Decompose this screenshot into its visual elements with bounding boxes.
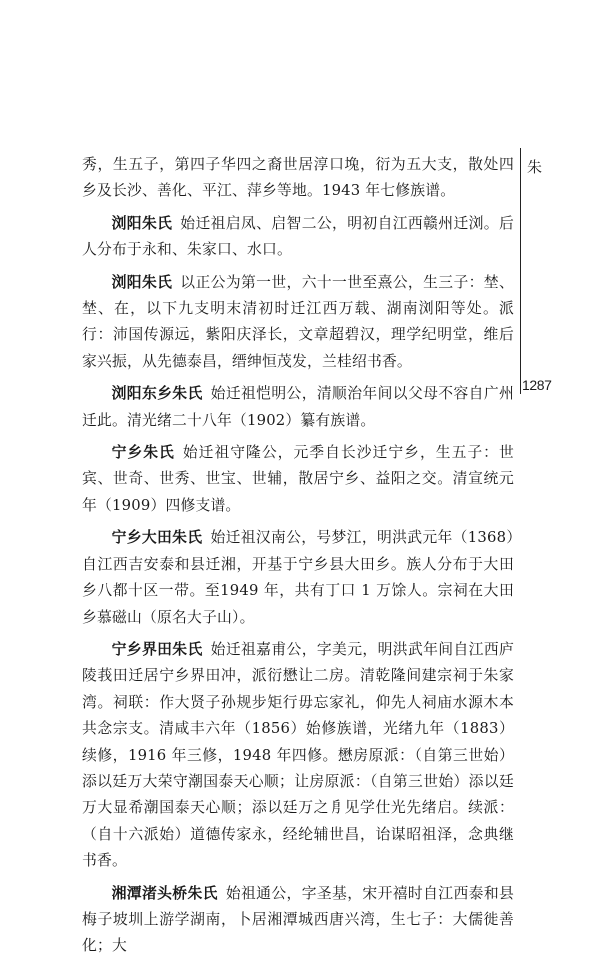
entry-paragraph xyxy=(82,440,514,519)
entry-title: 湘潭渚头桥朱氏 xyxy=(111,884,218,902)
entry-body: 始迁祖汉南公，号梦江，明洪武元年（1368）自江西吉安泰和县迁湘，开基于宁乡县大田乡。族人分布于大田乡八都十区一带。至1949 年，共有丁口 1 万馀人。宗祠在大田乡慕磁山（原名大子山）。 xyxy=(82,529,514,626)
entry-paragraph xyxy=(82,525,514,631)
entry-paragraph xyxy=(82,637,514,875)
entry-title: 浏阳东乡朱氏 xyxy=(111,385,203,403)
margin-surname-char: 朱 xyxy=(527,158,543,176)
entry-body: 始迁祖恺明公，清顺治年间以父母不容自广州迁此。清光绪二十八年（1902）纂有族谱。 xyxy=(82,385,514,429)
entry-paragraph xyxy=(82,211,514,264)
entry-title: 宁乡界田朱氏 xyxy=(111,640,203,658)
entry-title: 浏阳朱氏 xyxy=(111,273,173,291)
page-number: 1287 xyxy=(522,377,552,393)
entry-body: 始迁祖守隆公，元季自长沙迁宁乡，生五子：世宾、世奇、世秀、世宝、世辅，散居宁乡、益阳之交。清宣统元年（1909）四修支谱。 xyxy=(82,444,514,514)
margin-rule xyxy=(520,148,521,394)
entry-title: 浏阳朱氏 xyxy=(111,214,173,232)
entry-title: 宁乡朱氏 xyxy=(111,444,175,462)
entry-title: 宁乡大田朱氏 xyxy=(111,529,203,547)
intro-text: 秀，生五子，第四子华四之裔世居淳口堍，衍为五大支，散处四乡及长沙、善化、平江、萍乡等地。1943 年七修族谱。 xyxy=(82,156,514,200)
text-column xyxy=(82,152,514,966)
intro-paragraph xyxy=(82,152,514,205)
entry-paragraph xyxy=(82,881,514,960)
entry-body: 始迁祖启凤、启智二公，明初自江西赣州迁浏。后人分布于永和、朱家口、水口。 xyxy=(82,214,514,259)
entry-body: 始迁祖嘉甫公，字美元，明洪武年间自江西庐陵莪田迁居宁乡界田冲，派衍懋让二房。清乾隆间建宗祠于朱家湾。祠联：作大贤子孙规步矩行毋忘家礼，仰先人祠庙水源木本共念宗支。清咸丰六年（1856）始修族谱，光绪九年（1883）续修，1916 年三修，1948 年四修。懋房原派：（自第三世始）添以廷万大荣守潮国泰天心顺；让房原派：（自第三世始）添以廷万大显希潮国泰天心顺；添以廷万之㐆见学仕光先绪启。续派：（自十六派始）道德传家永，经纶辅世昌，诒谋昭祖泽，念典继书香。 xyxy=(82,640,514,870)
entry-paragraph xyxy=(82,381,514,434)
entry-body: 以正公为第一世，六十一世至熹公，生三子：埜、埜、在，以下九支明末清初时迁江西万载、湖南浏阳等处。派行：沛国传源远，紫阳庆泽长，文章超碧汉，理学纪明堂，维后家兴振，从先德泰昌，缙绅恒茂发，兰桂绍书香。 xyxy=(82,273,514,370)
entry-body: 始祖通公，字圣基，宋开禧时自江西泰和县梅子坡圳上游学湖南，卜居湘潭城西唐兴湾，生七子：大儒徙善化；大 xyxy=(82,884,514,955)
entry-paragraph xyxy=(82,270,514,376)
